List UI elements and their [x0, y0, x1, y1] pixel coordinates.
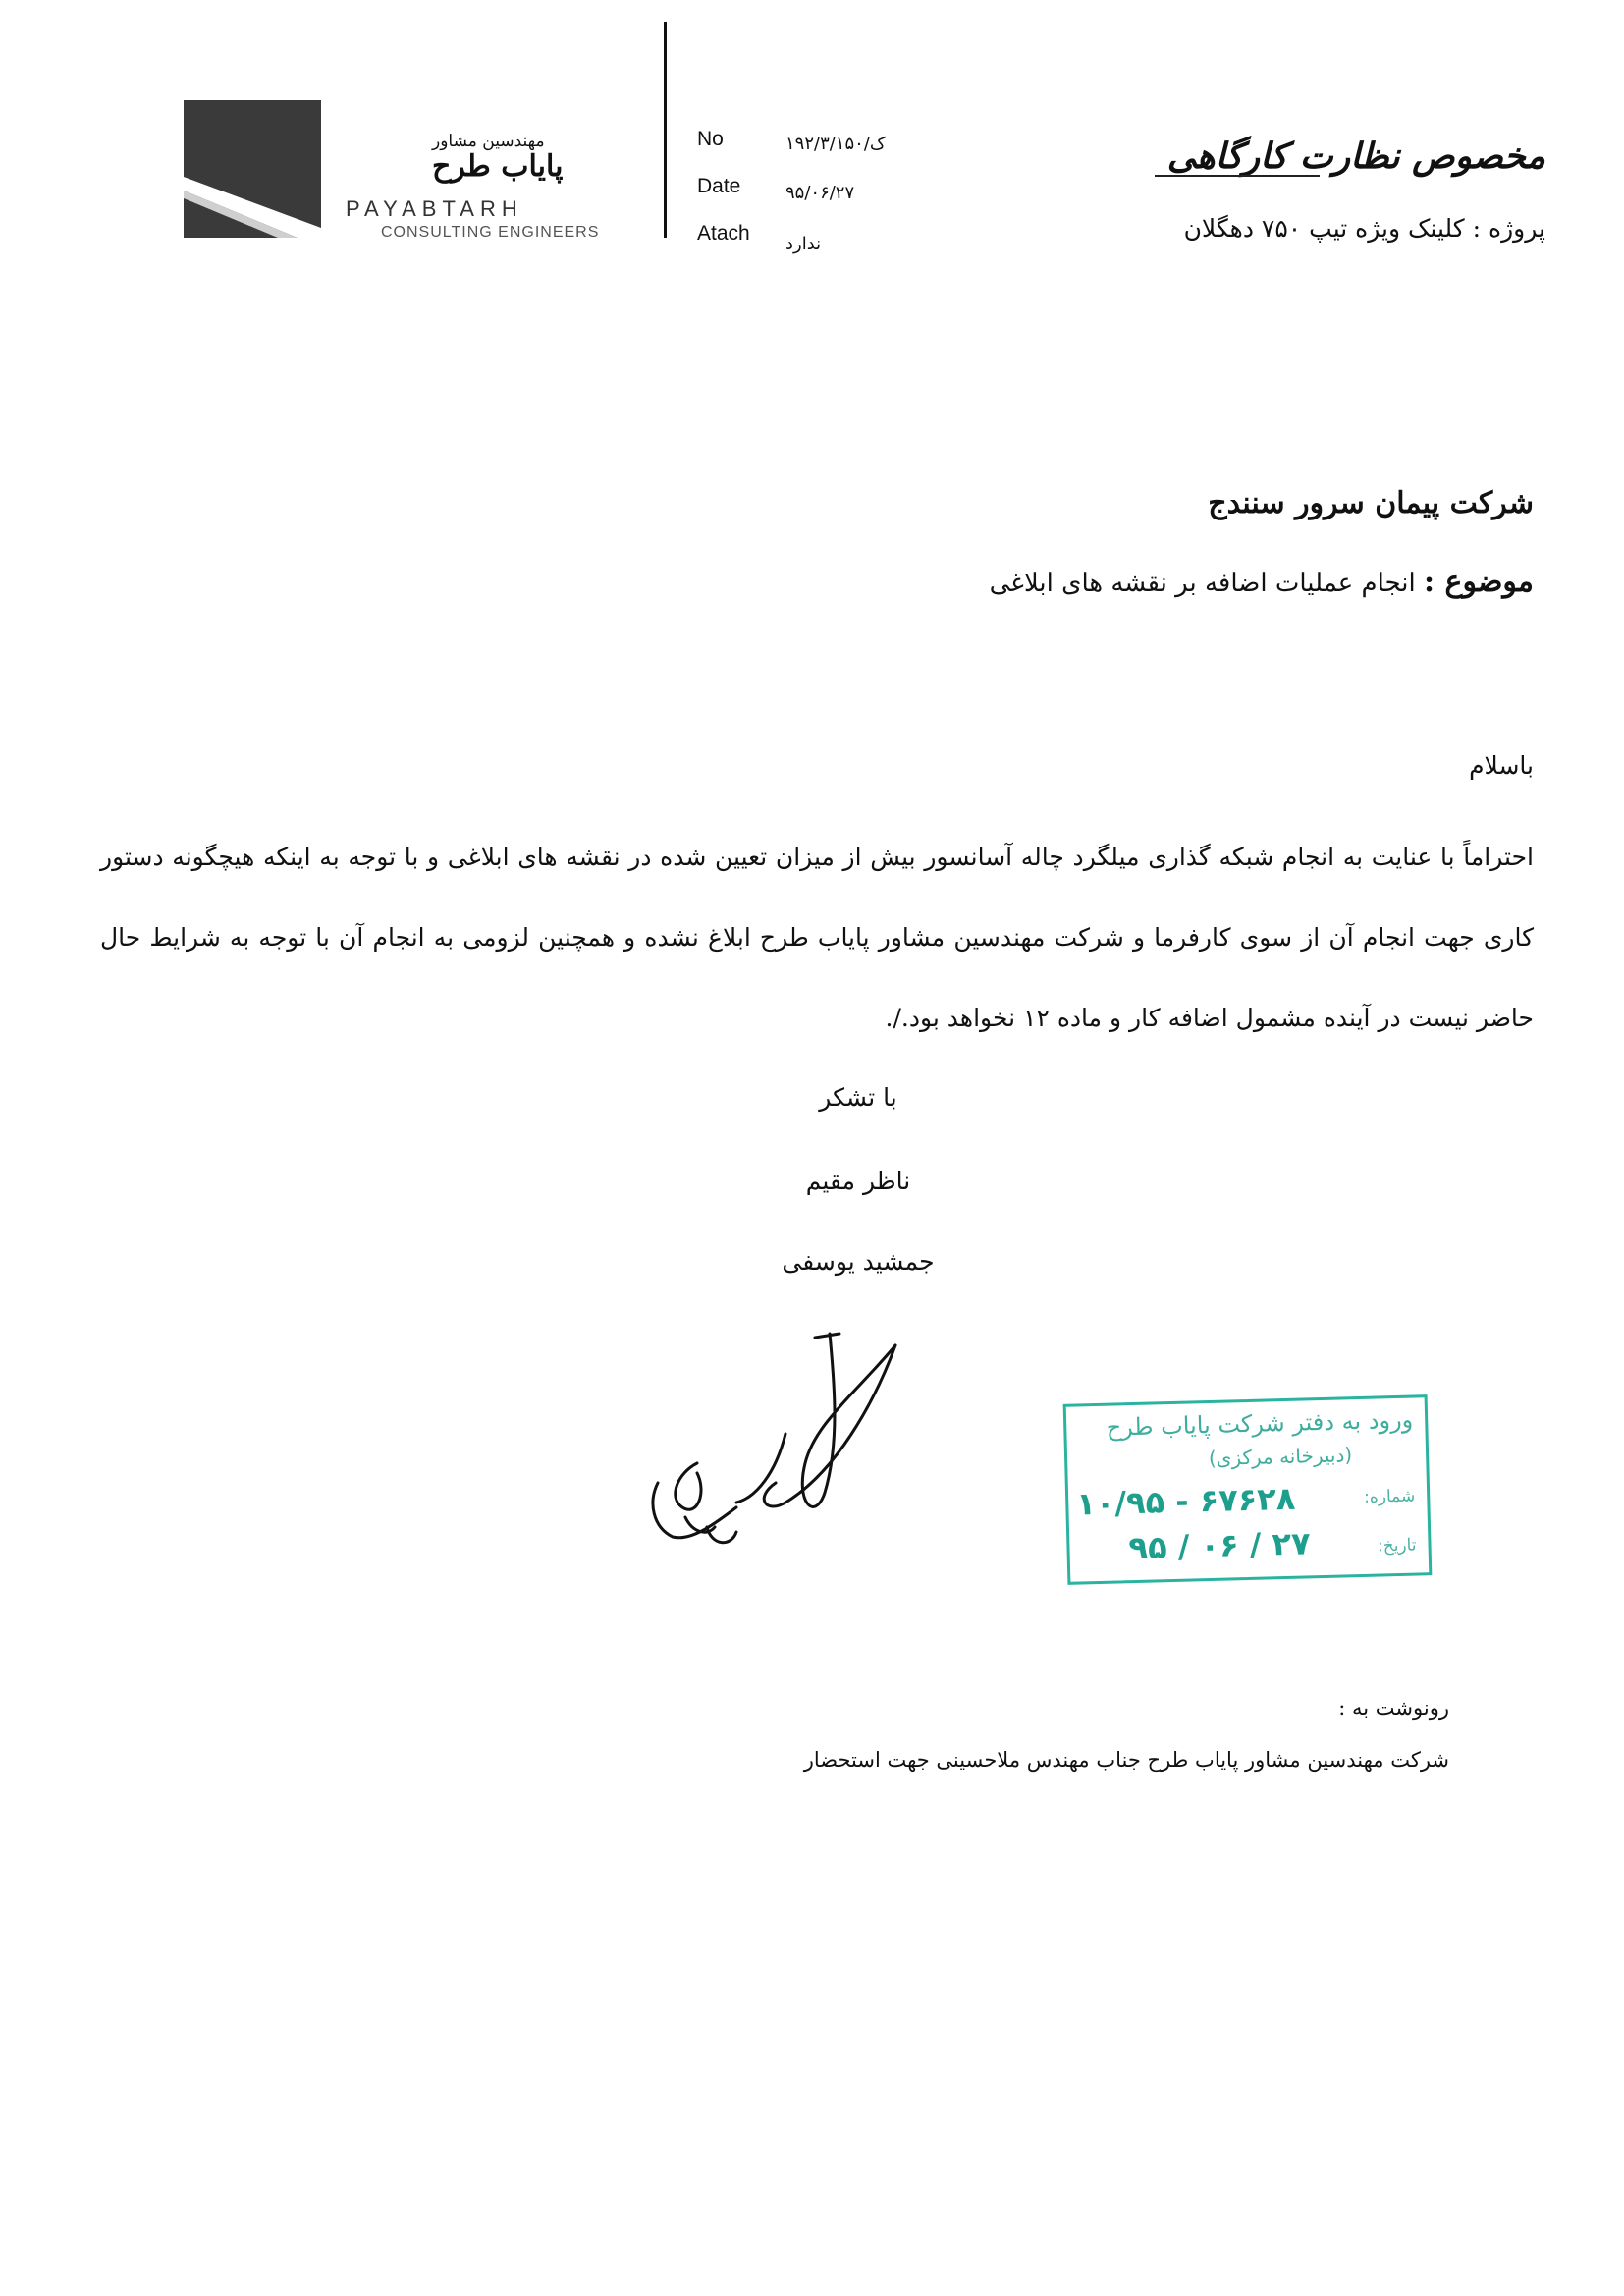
stamp-date-label: تاریخ:	[1377, 1535, 1417, 1557]
atach-value: ندارد	[785, 234, 822, 254]
greeting: باسلام	[1469, 751, 1534, 780]
company-logo-icon	[184, 100, 321, 238]
logo-english-subtitle: CONSULTING ENGINEERS	[381, 224, 600, 241]
cc-label: رونوشت به :	[1338, 1696, 1449, 1720]
date-label: Date	[697, 175, 741, 197]
logo-persian-subtitle: مهندسین مشاور	[432, 132, 545, 151]
header-title: مخصوص نظارت کارگاهی	[1166, 136, 1545, 177]
stamp-subtitle: (دبیرخانه مرکزی)	[1208, 1443, 1353, 1471]
atach-label: Atach	[697, 222, 750, 245]
handwritten-signature	[638, 1326, 982, 1561]
header-divider	[664, 22, 667, 238]
stamp-title: ورود به دفتر شرکت پایاب طرح	[1106, 1405, 1414, 1442]
recipient: شرکت پیمان سرور سنندج	[1208, 486, 1534, 520]
cc-text: شرکت مهندسین مشاور پایاب طرح جناب مهندس ملاحسینی جهت استحضار	[803, 1748, 1449, 1772]
logo-english-name: PAYABTARH	[346, 196, 523, 221]
subject-label: موضوع :	[1424, 565, 1534, 599]
signer-name: جمشید یوسفی	[782, 1247, 935, 1276]
closing-thanks: با تشکر	[819, 1083, 897, 1112]
logo-persian-name: پایاب طرح	[432, 149, 564, 184]
project-line: پروژه : کلینک ویژه تیپ ۷۵۰ دهگلان	[1183, 214, 1545, 243]
stamp-number-label: شماره:	[1363, 1486, 1416, 1507]
body-paragraph: احتراماً با عنایت به انجام شبکه گذاری میلگرد چاله آسانسور بیش از میزان تعیین شده در نقشه های ابلاغی و با توجه به اینکه هیچگونه دستور کاری جهت انجام آن از سوی کارفرما و شرکت مهندسین مشاور پایاب طرح ابلاغ نشده و همچنین لزومی به انجام آن با توجه به شرایط حال حاضر نیست در آینده مشمول اضافه کار و ماده ۱۲ نخواهد بود./.	[100, 843, 1534, 1032]
no-label: No	[697, 128, 724, 150]
subject-line	[990, 565, 1534, 599]
date-value: ۹۵/۰۶/۲۷	[785, 183, 855, 203]
received-stamp	[1063, 1394, 1433, 1585]
stamp-date-value: ۹۵ / ۰۶ / ۲۷	[1128, 1524, 1312, 1567]
signer-role: ناظر مقیم	[805, 1167, 911, 1195]
no-value: ۱۹۲/۳/ک/۱۵۰	[785, 134, 887, 154]
header-underline	[1155, 175, 1320, 177]
subject-text: انجام عملیات اضافه بر نقشه های ابلاغی	[989, 569, 1416, 598]
stamp-number-value: ۱۰/۹۵ - ۶۷۶۲۸	[1075, 1479, 1296, 1523]
